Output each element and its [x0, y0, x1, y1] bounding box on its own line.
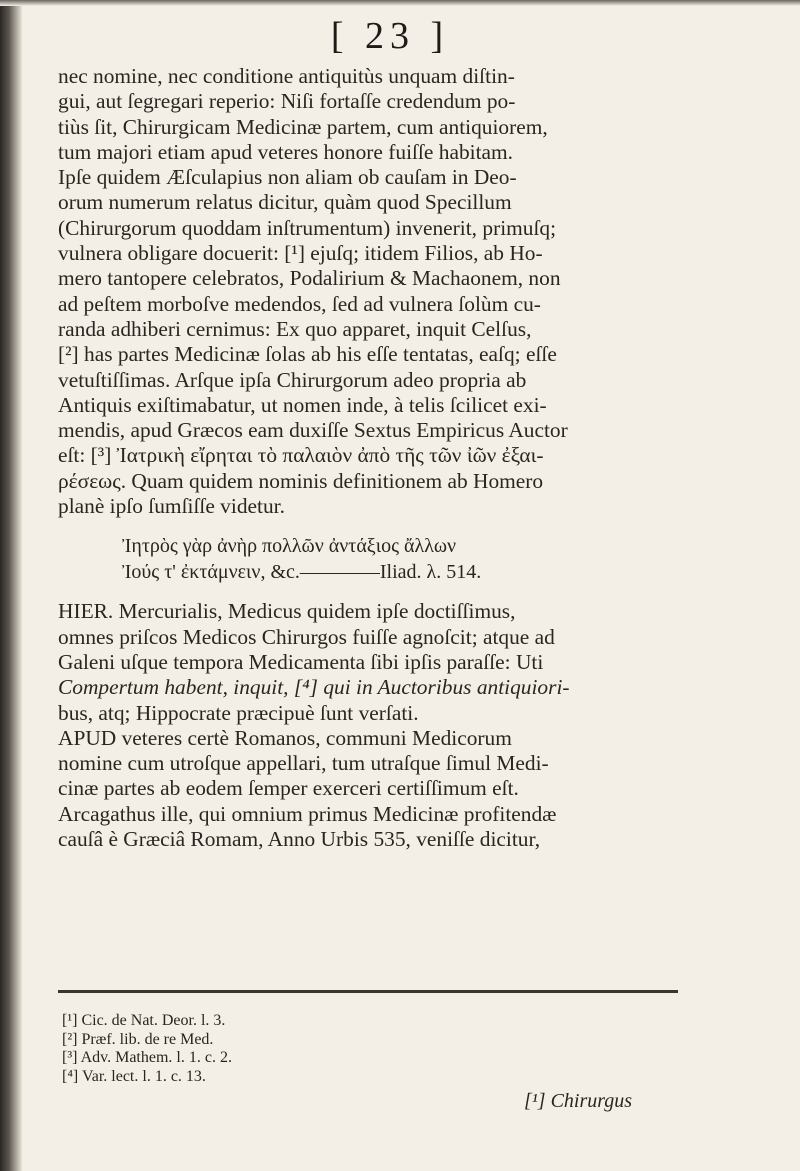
footnote: [⁴] Var. lect. l. 1. c. 13.	[62, 1067, 206, 1085]
text-line: Galeni uſque tempora Medicamenta ſibi ipſis paraſſe: Uti	[58, 649, 544, 674]
text-line: mendis, apud Græcos eam duxiſſe Sextus Empiricus Auctor	[58, 418, 568, 443]
text-line: cauſâ è Græciâ Romam, Anno Urbis 535, veniſſe dicitur,	[58, 827, 541, 852]
text-line: Arcagathus ille, qui omnium primus Medicinæ profitendæ	[58, 801, 557, 826]
text-line: [²] has partes Medicinæ ſolas ab his eſſe tentatas, eaſq; eſſe	[58, 342, 557, 367]
text-line: nomine cum utroſque appellari, tum utraſque ſimul Medi-	[58, 751, 549, 776]
text-line: (Chirurgorum quoddam inſtrumentum) invenerit, primuſq;	[58, 215, 557, 240]
text-line: tum majori etiam apud veteres honore fuiſſe habitam.	[58, 139, 514, 164]
spacer	[58, 519, 792, 533]
paragraph-3	[58, 726, 792, 852]
text-line: APUD veteres certè Romanos, communi Medicorum	[58, 725, 512, 750]
text-line: nec nomine, nec conditione antiquitùs unquam diſtin-	[58, 64, 515, 88]
text-line: mero tantopere celebratos, Podalirium & Machaonem, non	[58, 266, 561, 291]
homer-quotation	[122, 533, 792, 585]
greek-text-line: ρέσεως. Quam quidem nominis definitionem ab Homero	[58, 468, 544, 493]
binding-shadow	[0, 0, 22, 1171]
text-line: tiùs ſit, Chirurgicam Medicinæ partem, cum antiquiorem,	[58, 114, 548, 139]
text-line: Ipſe quidem Æſculapius non aliam ob cauſam in Deo-	[58, 165, 517, 190]
main-text	[58, 64, 792, 852]
paragraph-2	[58, 599, 792, 725]
text-line: omnes priſcos Medicos Chirurgos fuiſſe agnoſcit; atque ad	[58, 624, 555, 649]
greek-text-line: eſt: [³] Ἰατρικὴ εἴρηται τὸ παλαιὸν ἀπὸ τῆς τῶν ἰῶν ἐξαι-	[58, 443, 544, 468]
catchword: [¹] Chirurgus	[524, 1090, 633, 1112]
text-line: gui, aut ſegregari reperio: Niſi fortaſſe credendum po-	[58, 89, 516, 114]
page-top-edge	[0, 0, 800, 6]
footnote: [³] Adv. Mathem. l. 1. c. 2.	[62, 1049, 232, 1066]
text-line: vetuſtiſſimas. Arſque ipſa Chirurgorum adeo propria ab	[58, 367, 527, 392]
text-line: Compertum habent, inquit, [⁴] qui in Auctoribus antiquiori-	[58, 675, 570, 700]
verse-line: Ἰητρὸς γὰρ ἀνὴρ πολλῶν ἀντάξιος ἄλλων	[122, 535, 457, 558]
text-line: HIER. Mercurialis, Medicus quidem ipſe doctiſſimus,	[58, 599, 516, 624]
verse-line: Ἰούς τ' ἐκτάμνειν, &c.————Iliad. λ. 514.	[122, 561, 482, 584]
text-line: bus, atq; Hippocrate præcipuè ſunt verſati.	[58, 700, 419, 725]
text-line: orum numerum relatus dicitur, quàm quod Specillum	[58, 190, 512, 215]
text-line: ad peſtem morboſve medendos, ſed ad vulnera ſolùm cu-	[58, 291, 541, 316]
page-number: [ 23 ]	[330, 15, 450, 57]
text-line: randa adhiberi cernimus: Ex quo apparet, inquit Celſus,	[58, 316, 532, 341]
text-line: Antiquis exiſtimabatur, ut nomen inde, à telis ſcilicet exi-	[58, 392, 547, 417]
footnote: [¹] Cic. de Nat. Deor. l. 3.	[62, 1012, 226, 1029]
paragraph-1	[58, 64, 792, 519]
footnote-rule	[58, 990, 678, 993]
text-line: vulnera obligare docuerit: [¹] ejuſq; itidem Filios, ab Ho-	[58, 241, 543, 266]
spacer	[58, 585, 792, 599]
footnotes	[62, 1012, 232, 1086]
footnote: [²] Præf. lib. de re Med.	[62, 1030, 214, 1048]
text-line: planè ipſo ſumſiſſe videtur.	[58, 494, 285, 519]
text-line: cinæ partes ab eodem ſemper exerceri certiſſimum eſt.	[58, 776, 519, 801]
